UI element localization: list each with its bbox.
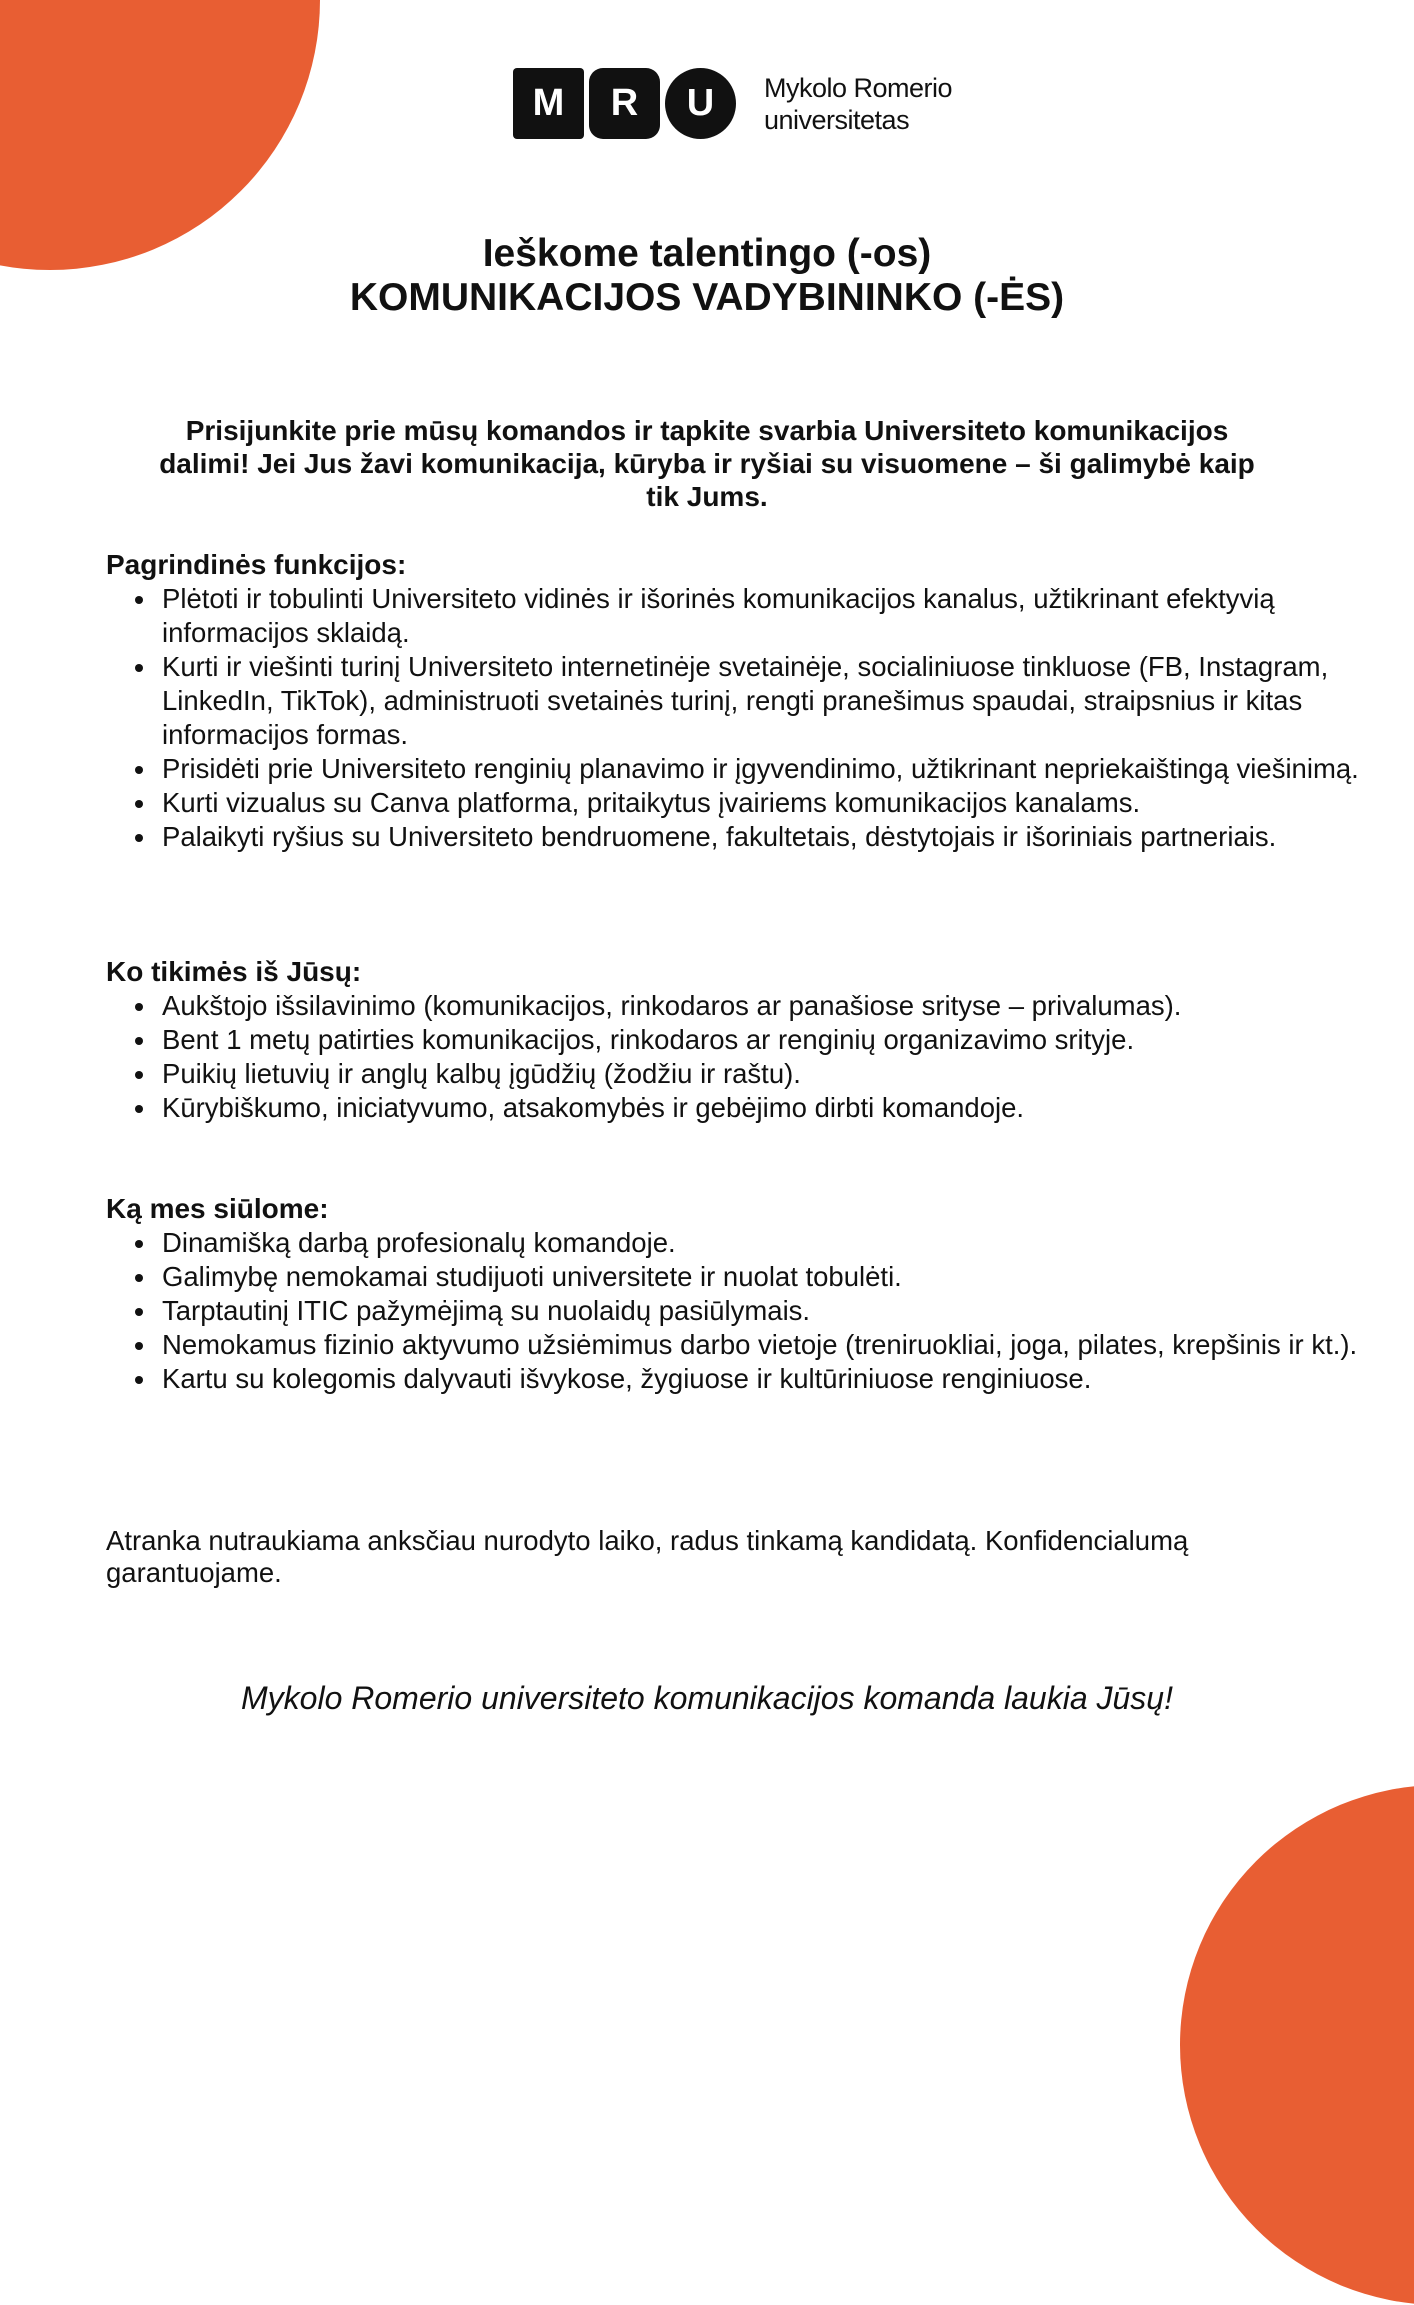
bullet-list [106,1226,1366,1396]
bullet-list [106,989,1366,1125]
list-item: Kurti vizualus su Canva platforma, pritaikytus įvairiems komunikacijos kanalams. [162,786,1366,820]
logo-letter-r: R [589,68,660,139]
list-item: Kartu su kolegomis dalyvauti išvykose, žygiuose ir kultūriniuose renginiuose. [162,1362,1366,1396]
bullet-list [106,582,1366,854]
title-line2: KOMUNIKACIJOS VADYBININKO (-ĖS) [349,276,1065,319]
section-heading: Ko tikimės iš Jūsų: [106,956,362,987]
section-offer [106,1192,1366,1396]
list-item: Dinamišką darbą profesionalų komandoje. [162,1226,1366,1260]
title-line1: Ieškome talentingo (-os) [482,232,932,275]
page-title [0,232,1414,320]
university-logo [513,68,952,139]
section-heading: Ką mes siūlome: [106,1193,329,1224]
section-heading: Pagrindinės funkcijos: [106,549,407,580]
list-item: Nemokamus fizinio aktyvumo užsiėmimus darbo vietoje (treniruokliai, joga, pilates, krepšinis ir kt.). [162,1328,1366,1362]
section-main-functions [106,548,1366,854]
section-requirements [106,955,1366,1125]
list-item: Kūrybiškumo, iniciatyvumo, atsakomybės ir gebėjimo dirbti komandoje. [162,1091,1366,1125]
logo-wordmark [764,72,952,136]
logo-name-line1: Mykolo Romerio [764,72,953,103]
list-item: Puikių lietuvių ir anglų kalbų įgūdžių (žodžiu ir raštu). [162,1057,1366,1091]
decorative-circle-top [0,0,320,270]
selection-note: Atranka nutraukiama anksčiau nurodyto laiko, radus tinkamą kandidatą. Konfidencialumą garantuojame. [106,1525,1189,1588]
logo-letter-u: U [665,68,736,139]
logo-letter-m: M [513,68,584,139]
list-item: Aukštojo išsilavinimo (komunikacijos, rinkodaros ar panašiose srityse – privalumas). [162,989,1366,1023]
list-item: Prisidėti prie Universiteto renginių planavimo ir įgyvendinimo, užtikrinant nepriekaištingą viešinimą. [162,752,1366,786]
logo-name-line2: universitetas [764,104,910,135]
list-item: Tarptautinį ITIC pažymėjimą su nuolaidų pasiūlymais. [162,1294,1366,1328]
list-item: Kurti ir viešinti turinį Universiteto internetinėje svetainėje, socialiniuose tinkluose (FB, Instagram, LinkedIn, TikTok), administruoti svetainės turinį, rengti pranešimus spaudai, straipsnius ir kitas informacijos formas. [162,650,1366,752]
decorative-circle-bottom [1180,1785,1414,2305]
list-item: Palaikyti ryšius su Universiteto bendruomene, fakultetais, dėstytojais ir išoriniais partneriais. [162,820,1366,854]
logo-mark [513,68,736,139]
list-item: Bent 1 metų patirties komunikacijos, rinkodaros ar renginių organizavimo srityje. [162,1023,1366,1057]
list-item: Galimybę nemokamai studijuoti universitete ir nuolat tobulėti. [162,1260,1366,1294]
list-item: Plėtoti ir tobulinti Universiteto vidinės ir išorinės komunikacijos kanalus, užtikrinant efektyvią informacijos sklaidą. [162,582,1366,650]
intro-paragraph: Prisijunkite prie mūsų komandos ir tapkite svarbia Universiteto komunikacijos dalimi! Jei Jus žavi komunikacija, kūryba ir ryšiai su visuomene – ši galimybė kaip tik Jums. [159,415,1255,512]
closing-line: Mykolo Romerio universiteto komunikacijos komanda laukia Jūsų! [241,1680,1173,1716]
